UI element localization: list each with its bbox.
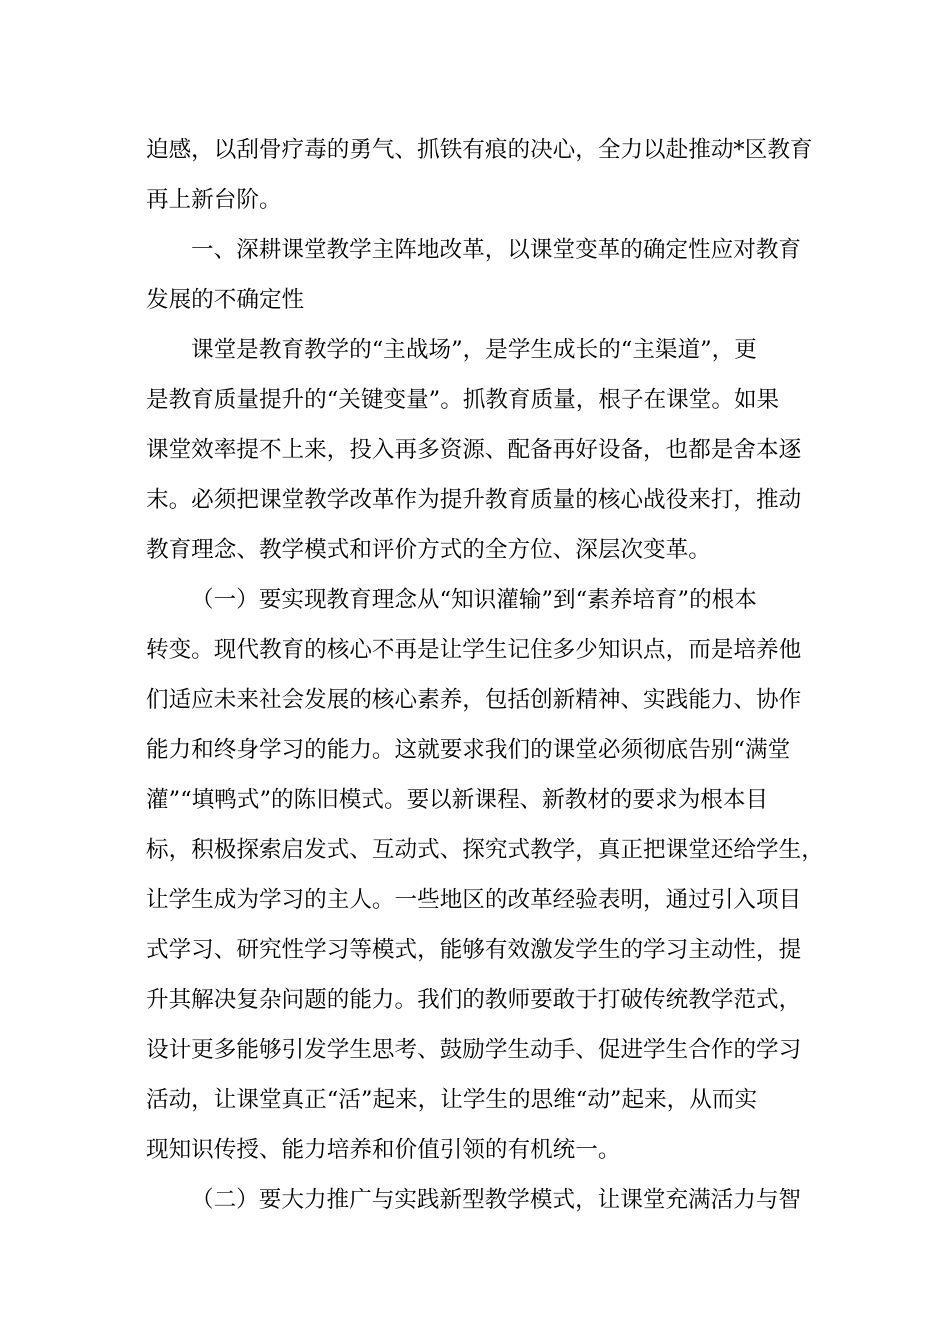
text-line: 灌”“填鸭式”的陈旧模式。要以新课程、新教材的要求为根本目 — [146, 787, 769, 813]
text-line: 式学习、研究性学习等模式，能够有效激发学生的学习主动性，提 — [146, 937, 802, 963]
text-line: 课堂是教育教学的“主战场”，是学生成长的“主渠道”，更 — [191, 337, 757, 363]
text-line: （一）要实现教育理念从“知识灌输”到“素养培育”的根本 — [191, 587, 757, 613]
text-line: 是教育质量提升的“关键变量”。抓教育质量，根子在课堂。如果 — [146, 387, 780, 413]
text-line: 活动，让课堂真正“活”起来，让学生的思维“动”起来，从而实 — [146, 1087, 758, 1113]
text-line: 标，积极探索启发式、互动式、探究式教学，真正把课堂还给学生， — [146, 837, 824, 863]
text-line: 们适应未来社会发展的核心素养，包括创新精神、实践能力、协作 — [146, 687, 802, 713]
text-line: 转变。现代教育的核心不再是让学生记住多少知识点，而是培养他 — [146, 637, 802, 663]
text-line: 课堂效率提不上来，投入再多资源、配备再好设备，也都是舍本逐 — [146, 437, 802, 463]
text-line: 能力和终身学习的能力。这就要求我们的课堂必须彻底告别“满堂 — [146, 737, 791, 763]
section-heading: 一、深耕课堂教学主阵地改革，以课堂变革的确定性应对教育 — [191, 237, 802, 263]
text-line: 末。必须把课堂教学改革作为提升教育质量的核心战役来打，推动 — [146, 487, 802, 513]
section-heading: 发展的不确定性 — [146, 287, 305, 313]
text-line: （二）要大力推广与实践新型教学模式，让课堂充满活力与智 — [191, 1187, 802, 1213]
text-line: 迫感，以刮骨疗毒的勇气、抓铁有痕的决心，全力以赴推动*区教育 — [146, 137, 813, 163]
text-line: 升其解决复杂问题的能力。我们的教师要敢于打破传统教学范式， — [146, 987, 802, 1013]
text-line: 教育理念、教学模式和评价方式的全方位、深层次变革。 — [146, 537, 711, 563]
text-line: 设计更多能够引发学生思考、鼓励学生动手、促进学生合作的学习 — [146, 1037, 802, 1063]
text-line: 现知识传授、能力培养和价值引领的有机统一。 — [146, 1137, 621, 1163]
text-line: 让学生成为学习的主人。一些地区的改革经验表明，通过引入项目 — [146, 887, 802, 913]
text-line: 再上新台阶。 — [146, 187, 282, 213]
